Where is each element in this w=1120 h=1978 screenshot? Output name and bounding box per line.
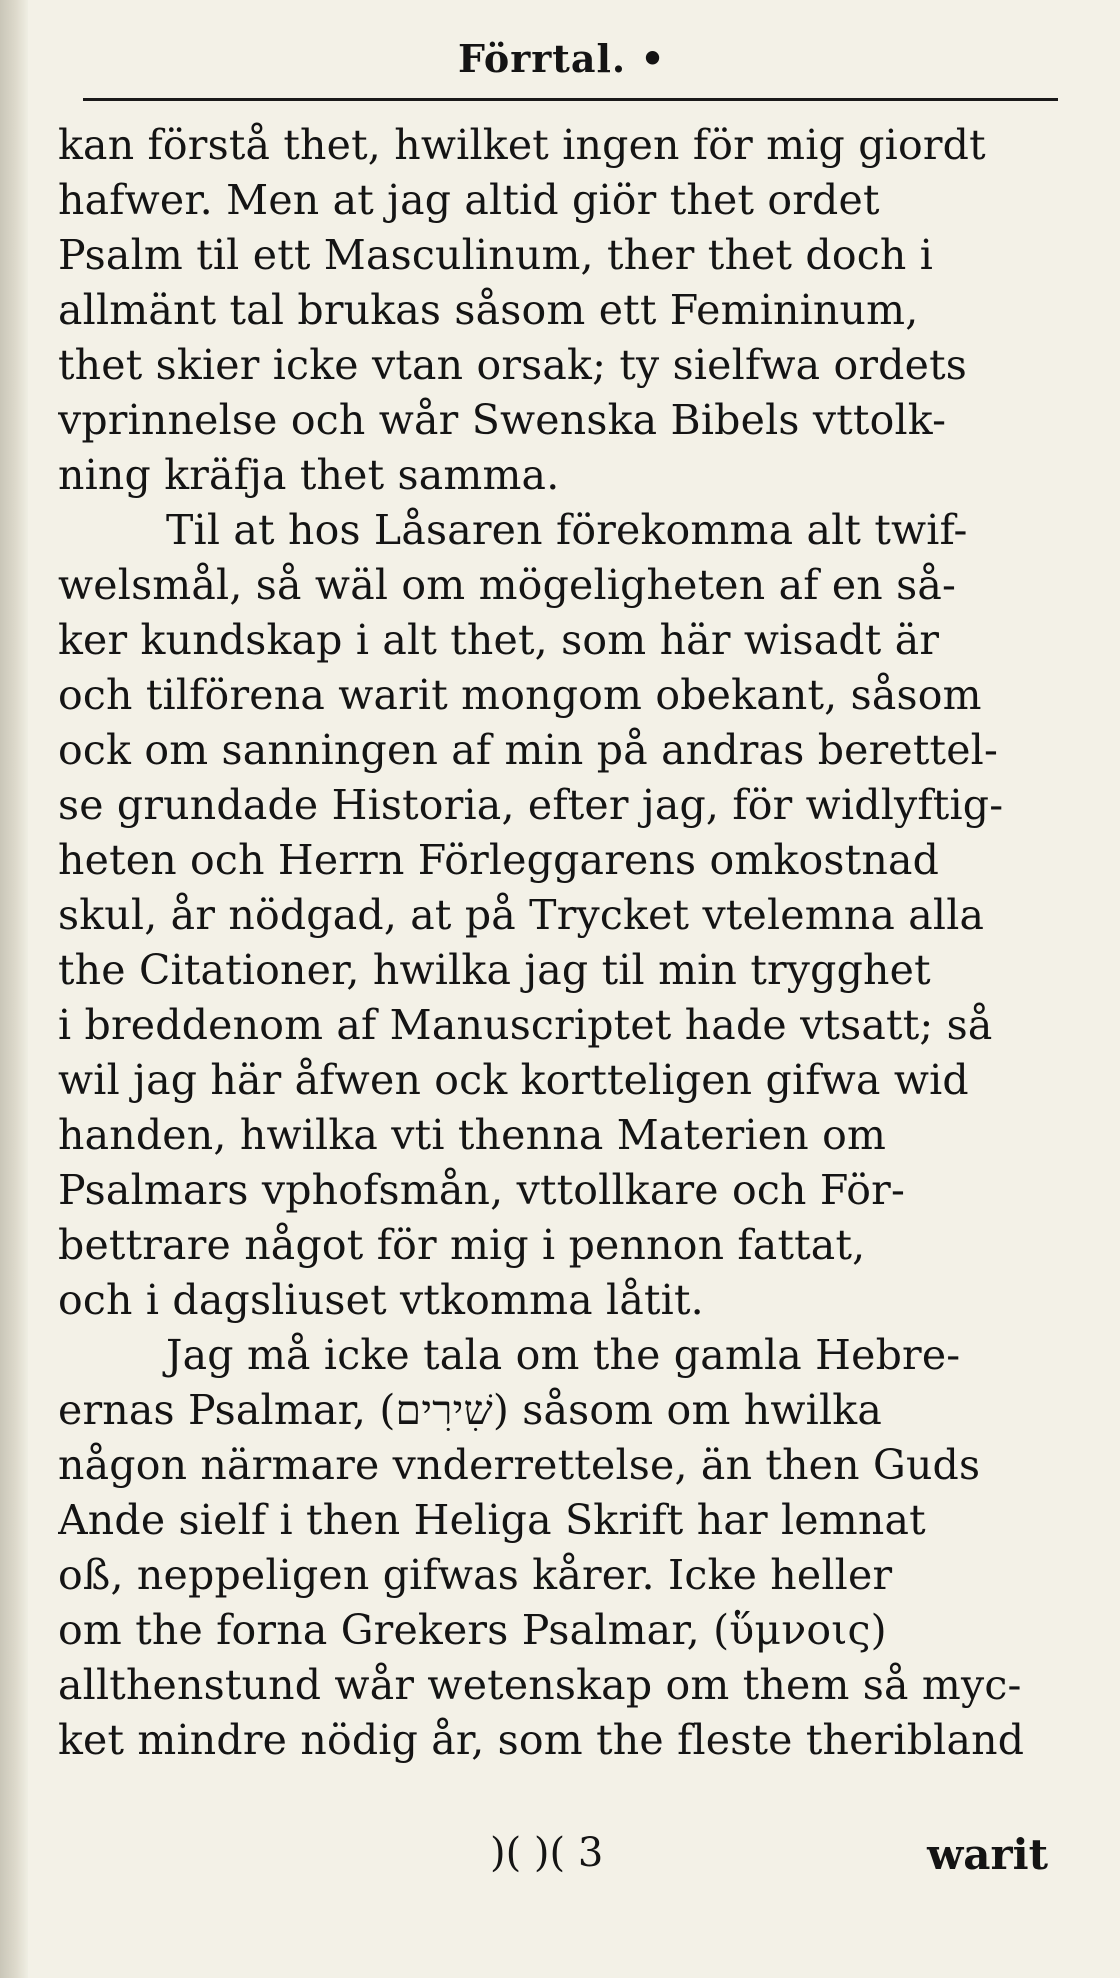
text-line: ker kundskap i alt thet, som här wisadt är xyxy=(58,616,940,664)
paragraph-start-line: Jag må icke tala om the gamla Hebre- xyxy=(166,1331,961,1379)
binding-shadow xyxy=(0,0,28,1978)
page-footer xyxy=(58,1830,1048,1890)
text-line: thet skier icke vtan orsak; ty sielfwa ordets xyxy=(58,341,967,389)
text-line: och tilförena warit mongom obekant, såsom xyxy=(58,671,982,719)
catchword: warit xyxy=(927,1830,1048,1879)
text-line: och i dagsliuset vtkomma låtit. xyxy=(58,1276,704,1324)
signature-mark: )( )( 3 xyxy=(490,1830,604,1876)
book-page xyxy=(28,0,1120,1978)
text-line: kan förstå thet, hwilket ingen för mig giordt xyxy=(58,121,986,169)
text-line: oß, neppeligen gifwas kårer. Icke heller xyxy=(58,1551,893,1599)
text-line: Ande sielf i then Heliga Skrift har lemnat xyxy=(58,1496,926,1544)
text-line: ket mindre nödig år, som the fleste theribland xyxy=(58,1716,1025,1764)
text-line: ock om sanningen af min på andras berettel- xyxy=(58,726,999,774)
text-line: the Citationer, hwilka jag til min trygghet xyxy=(58,946,931,994)
body-text xyxy=(58,118,1048,1768)
text-line: någon närmare vnderrettelse, än then Guds xyxy=(58,1441,981,1489)
text-line: handen, hwilka vti thenna Materien om xyxy=(58,1111,887,1159)
text-line: heten och Herrn Förleggarens omkostnad xyxy=(58,836,940,884)
text-line: vprinnelse och wår Swenska Bibels vttolk- xyxy=(58,396,947,444)
running-head: Förrtal. • xyxy=(458,36,666,81)
header-rule xyxy=(83,98,1058,101)
text-line: Psalm til ett Masculinum, ther thet doch i xyxy=(58,231,934,279)
text-line: wil jag här åfwen ock kortteligen gifwa wid xyxy=(58,1056,969,1104)
paragraph-start-line: Til at hos Låsaren förekomma alt twif- xyxy=(166,506,968,554)
text-line: se grundade Historia, efter jag, för widlyftig- xyxy=(58,781,1004,829)
text-line: allmänt tal brukas såsom ett Femininum, xyxy=(58,286,919,334)
text-line: welsmål, så wäl om mögeligheten af en så- xyxy=(58,561,957,609)
text-line: hafwer. Men at jag altid giör thet ordet xyxy=(58,176,880,224)
text-line: ning kräfja thet samma. xyxy=(58,451,560,499)
text-line: Psalmars vphofsmån, vttollkare och För- xyxy=(58,1166,906,1214)
text-line: bettrare något för mig i pennon fattat, xyxy=(58,1221,866,1269)
text-line: om the forna Grekers Psalmar, (ὕμνοις) xyxy=(58,1606,887,1654)
text-line: allthenstund wår wetenskap om them så myc- xyxy=(58,1661,1022,1709)
text-line: i breddenom af Manuscriptet hade vtsatt; så xyxy=(58,1001,993,1049)
text-line: skul, år nödgad, at på Trycket vtelemna alla xyxy=(58,891,985,939)
text-line: ernas Psalmar, (שִׁירִים) såsom om hwilka xyxy=(58,1386,882,1434)
